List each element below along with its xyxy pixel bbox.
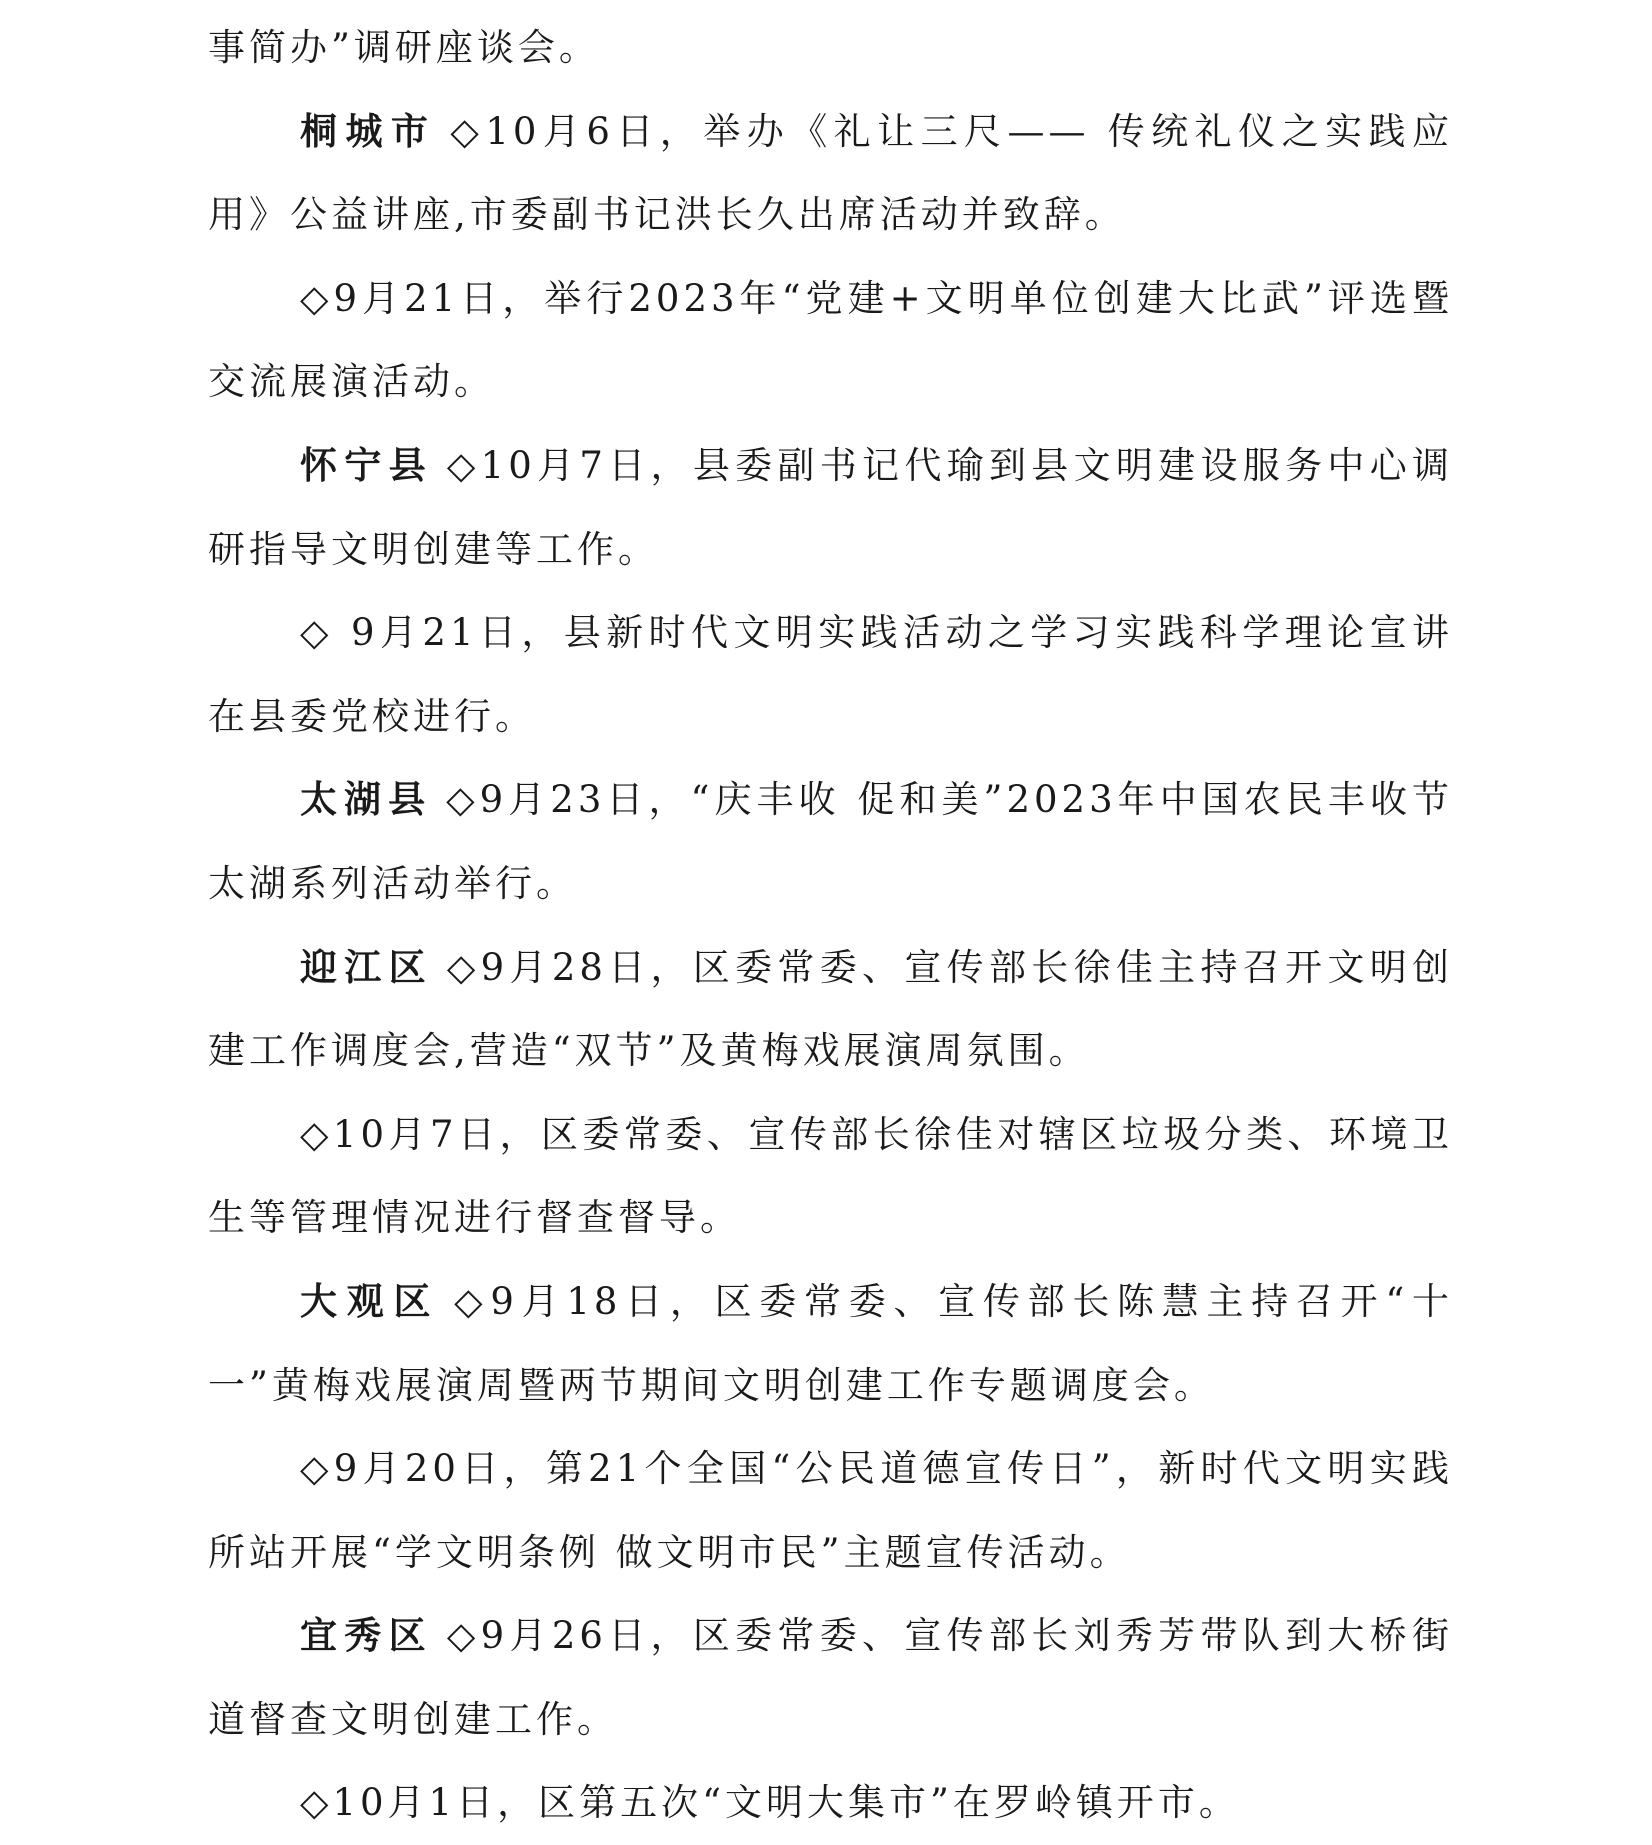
- paragraph-text: ◇ 9月21日，县新时代文明实践活动之学习实践科学理论宣讲在县委党校进行。: [208, 611, 1453, 738]
- paragraph-text: ◇9月28日，区委常委、宣传部长徐佳主持召开文明创建工作调度会,营造“双节”及黄梅戏展演周氛围。: [208, 945, 1454, 1073]
- paragraph-text: ◇9月26日，区委常委、宣传部长刘秀芳带队到大桥街道督查文明创建工作。: [208, 1614, 1454, 1741]
- paragraph: [208, 591, 1453, 758]
- region-label: 迎江区: [300, 945, 433, 989]
- paragraph-text: 事简办”调研座谈会。: [208, 26, 600, 69]
- paragraph: [208, 6, 1453, 90]
- paragraph-text: ◇9月23日，“庆丰收 促和美”2023年中国农民丰收节太湖系列活动举行。: [208, 778, 1453, 905]
- paragraph-text: ◇10月1日，区第五次“文明大集市”在罗岭镇开市。: [300, 1781, 1240, 1825]
- paragraph: [208, 90, 1453, 257]
- region-label: 大观区: [300, 1279, 441, 1323]
- paragraph: [208, 758, 1453, 925]
- paragraph: [208, 1093, 1453, 1260]
- region-label: 太湖县: [300, 778, 433, 822]
- paragraph: [208, 257, 1453, 424]
- paragraph-text: ◇9月20日，第21个全国“公民道德宣传日”，新时代文明实践所站开展“学文明条例 做文明市民”主题宣传活动。: [208, 1447, 1453, 1574]
- paragraph-text: ◇9月21日，举行2023年“党建+文明单位创建大比武”评选暨交流展演活动。: [208, 276, 1453, 404]
- paragraph-text: ◇10月7日，区委常委、宣传部长徐佳对辖区垃圾分类、环境卫生等管理情况进行督查督导。: [208, 1112, 1453, 1240]
- paragraph: [208, 424, 1453, 591]
- paragraph: [208, 1594, 1453, 1761]
- paragraph: [208, 1427, 1453, 1594]
- paragraph: [208, 926, 1453, 1093]
- paragraph-text: ◇10月7日，县委副书记代瑜到县文明建设服务中心调研指导文明创建等工作。: [208, 443, 1454, 571]
- region-label: 桐城市: [300, 109, 437, 153]
- paragraph-text: ◇9月18日，区委常委、宣传部长陈慧主持召开“十一”黄梅戏展演周暨两节期间文明创建工作专题调度会。: [208, 1279, 1454, 1407]
- region-label: 怀宁县: [300, 443, 433, 487]
- document-body: [208, 6, 1453, 1845]
- paragraph-text: ◇10月6日，举办《礼让三尺—— 传统礼仪之实践应用》公益讲座,市委副书记洪长久出席活动并致辞。: [208, 109, 1454, 237]
- region-label: 宜秀区: [300, 1614, 433, 1658]
- paragraph: [208, 1260, 1453, 1427]
- paragraph: [208, 1761, 1453, 1845]
